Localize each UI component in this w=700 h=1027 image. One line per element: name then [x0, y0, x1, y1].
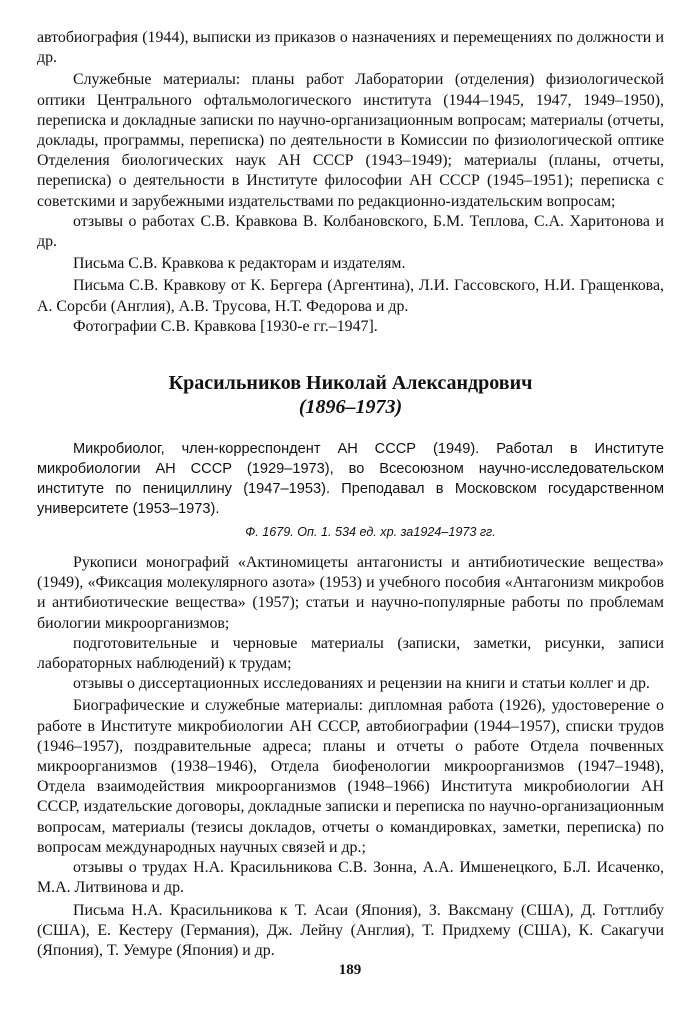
- previous-entry-continuation: [37, 28, 664, 337]
- paragraph: Фотографии С.В. Кравкова [1930-е гг.–1947].: [73, 317, 378, 335]
- entry-contents: [37, 553, 664, 961]
- paragraph: автобиография (1944), выписки из приказов о назначениях и перемещениях по должности и др.: [37, 29, 664, 67]
- paragraph: Служебные материалы: планы работ Лаборатории (отделения) физиологической оптики Центрального офтальмологического института (1944–1945, 1947, 1949–1950), переписка и докладные записки по научно-организационным вопросам; материалы (отчеты, доклады, программы, переписка) по деятельности в Комиссии по физиологической оптике Отделения биологических наук АН СССР (1943–1949); материалы (планы, отчеты, переписка) о деятельности в Институте философии АН СССР (1945–1951); переписка с советскими и зарубежными издательствами по редакционно-издательским вопросам;: [37, 71, 664, 210]
- paragraph: отзывы о трудах Н.А. Красильникова С.В. Зонна, А.А. Имшенецкого, Б.Л. Исаченко, М.А. Литвинова и др.: [37, 859, 664, 897]
- entry-heading: [37, 371, 664, 419]
- biography: Микробиолог, член-корреспондент АН СССР (1949). Работал в Институте микробиологии АН СССР (1929–1973), во Всесоюзном научно-исследовательском институте по пенициллину (1947–1953). Преподавал в Московском государственном университете (1953–1973).: [37, 441, 664, 518]
- paragraph: подготовительные и черновые материалы (записки, заметки, рисунки, записи лабораторных наблюдений) к трудам;: [37, 634, 664, 673]
- life-years: (1896–1973): [298, 396, 403, 419]
- paragraph: Письма С.В. Кравкову от К. Бергера (Аргентина), Л.И. Гассовского, Н.И. Гращенкова, А. Сорсби (Англия), А.В. Трусова, Н.Т. Федорова и др.: [37, 277, 664, 315]
- paragraph: Письма С.В. Кравкова к редакторам и издателям.: [73, 255, 406, 273]
- page-number: 189: [338, 962, 362, 978]
- paragraph: отзывы о диссертационных исследованиях и рецензии на книги и статьи коллег и др.: [73, 675, 650, 693]
- paragraph: Рукописи монографий «Актиномицеты антагонисты и антибиотические вещества» (1949), «Фиксация молекулярного азота» (1953) и учебного пособия «Антагонизм микробов и антибиотические вещества» (1957); статьи и научно-популярные работы по проблемам биологии микроорганизмов;: [37, 554, 664, 632]
- fond-reference: Ф. 1679. Оп. 1. 534 ед. хр. за1924–1973 гг.: [245, 525, 496, 540]
- paragraph: Письма Н.А. Красильникова к Т. Асаи (Япония), З. Ваксману (США), Д. Готтлибу (США), Е. Кестеру (Германия), Дж. Лейну (Англия), Т. Придхему (США), К. Сакагучи (Япония), Т. Уемуре (Япония) и др.: [37, 901, 664, 959]
- paragraph: отзывы о работах С.В. Кравкова В. Колбановского, Б.М. Теплова, С.А. Харитонова и др.: [37, 212, 664, 251]
- person-name: Красильников Николай Александрович: [168, 372, 533, 395]
- paragraph: Биографические и служебные материалы: дипломная работа (1926), удостоверение о работе в Институте микробиологии АН СССР, автобиографии (1944–1957), списки трудов (1946–1957), поздравительные адреса; планы и отчеты о работе Отдела почвенных микроорганизмов (1938–1946), Отдела биофенологии микроорганизмов (1947–1948), Отдела взаимодействия микроорганизмов (1948–1966) Института микробиологии АН СССР, издательские договоры, докладные записки и переписка по научно-организационным вопросам, материалы (тезисы докладов, отчеты о командировках, заметки, переписка) по вопросам международных научных связей и др.;: [37, 697, 664, 856]
